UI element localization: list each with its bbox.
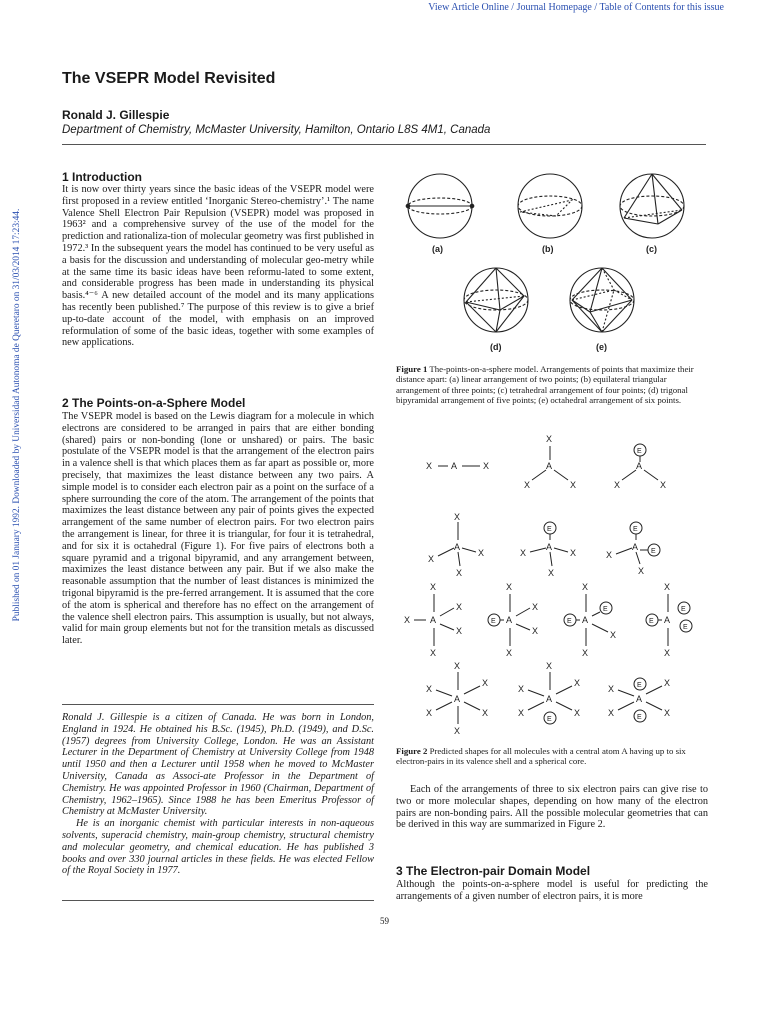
ax6-ligand-top: X bbox=[454, 661, 461, 671]
section-1-text: It is now over thirty years since the basic ideas of the VSEPR model were first proposed in a review entitled ‘Inorganic Stereo-chemistry’.¹ The name Valence Shell Electron Pair Repulsion (VSEPR) model was proposed in 1963² and a comprehensive survey of the use of the model for the prediction and rationaliza-tion of molecular geometry was first published in 1972.³ In the subsequent years the model has continued to be very useful as a basis for the discussion and understanding of molecular geo-metry while at the same time its basic ideas have been reformu-lated to some extent, and considerable progress has been made in understanding its physical basis.⁴⁻⁶ A new detailed account of the model and its many applications has recently been published.⁷ The purpose of this review is to give a brief up-to-date account of the model, with emphasis on an improved reformulation of some of the basic ideas, together with some examples of new applications. bbox=[62, 184, 374, 349]
ax6-ligand-upper-right: X bbox=[482, 678, 489, 688]
ax2e2-lone-pair-right: E bbox=[651, 548, 656, 555]
ax6-ligand-lower-left: X bbox=[426, 708, 433, 718]
section-2-continued-text: Each of the arrangements of three to six electron pairs can give rise to two or more molecular shapes, depending on how many of the electron pairs are non-bonding pairs. All the possible molecular geometries that can be derived in this way are summarized in Figure 2. bbox=[396, 784, 708, 831]
ax5-ligand-left: X bbox=[404, 615, 411, 625]
section-1-body bbox=[62, 184, 374, 349]
ax3e2-lone-pair-left: E bbox=[567, 618, 572, 625]
section-2-heading: 2 The Points-on-a-Sphere Model bbox=[62, 396, 246, 410]
ax5-ligand-upper-right: X bbox=[456, 602, 463, 612]
bio-paragraph-2: He is an inorganic chemist with particular interests in non-aqueous solvents, superacid chemistry, main-group chemistry, structural chemistry and molecular geometry, and chemical education. He has published 3 books and over 330 journal articles in these fields. He was elected Fellow of the Royal Society in 1977. bbox=[62, 818, 374, 877]
ax6-atom: A bbox=[454, 694, 461, 704]
ax3e-lone-pair: E bbox=[547, 526, 552, 533]
ax4-ligand-bottom: X bbox=[456, 568, 463, 578]
ax4e2-ligand-lower-right: X bbox=[664, 708, 671, 718]
ax5e-ligand-lower-left: X bbox=[518, 708, 525, 718]
ax5e-ligand-upper-left: X bbox=[518, 684, 525, 694]
ax3e2-ligand-top: X bbox=[582, 582, 589, 592]
ax2-ligand-left: X bbox=[426, 461, 433, 471]
ax2e3-atom: A bbox=[664, 615, 671, 625]
ax2e3-ligand-bottom: X bbox=[664, 648, 671, 658]
ax5e-ligand-lower-right: X bbox=[574, 708, 581, 718]
bio-paragraph-1: Ronald J. Gillespie is a citizen of Canada. He was born in London, England in 1924. He obtained his B.Sc. (1945), Ph.D. (1949), and D.Sc. (1957) degrees from University College, London. He was an Assistant Lecturer in the Department of Chemistry at University College from 1948 until 1950 and then a Lecturer until 1958 when he moved to McMaster University, Canada as Associ-ate Professor in the Department of Chemistry. He was appointed Professor in 1960 (Chairman, Department of Chemistry, 1962–1965). Since 1988 he has been Emeritus Professor of Chemistry at McMaster University. bbox=[62, 712, 374, 818]
view-article-online-link[interactable]: View Article Online bbox=[428, 2, 509, 13]
section-2-body bbox=[62, 411, 374, 647]
ax4e2-lone-pair-top: E bbox=[637, 682, 642, 689]
download-note bbox=[2, 190, 22, 640]
figure-1-caption-label: Figure 1 bbox=[396, 364, 428, 374]
figure-2-caption-text: Predicted shapes for all molecules with a central atom A having up to six electron-pairs in its valence shell and a spherical core. bbox=[396, 746, 686, 767]
header-links: View Article Online / Journal Homepage / Table of Contents for this issue bbox=[428, 2, 724, 13]
ax2-ligand-right: X bbox=[483, 461, 490, 471]
ax2e-ligand-left: X bbox=[614, 480, 621, 490]
ax3-atom: A bbox=[546, 461, 553, 471]
sphere-a bbox=[406, 174, 474, 238]
figure-1-caption bbox=[396, 364, 708, 406]
ax3-ligand-left: X bbox=[524, 480, 531, 490]
ax2e2-lone-pair-top: E bbox=[633, 526, 638, 533]
sphere-d bbox=[464, 268, 528, 332]
figure-1-diagram bbox=[396, 170, 708, 360]
sphere-c bbox=[620, 174, 684, 238]
section-2-continued bbox=[396, 784, 708, 831]
section-2-text: The VSEPR model is based on the Lewis diagram for a molecule in which electrons are considered to be arranged in pairs that are either bonding (shared) pairs or non-bonding (lone or unshared) or pairs. The basic postulate of the VSEPR model is that the arrangement of the electron pairs in a valence shell is that which places them as far apart as possible or, more precisely, that maximizes the least distance between any two pairs. A simple model is to consider each electron pair as a point on the surface of a sphere surrounding the core of the atom. The arrangement of the points that maximizes the least distance between any pair of points gives the expected arrangement of the same number of electron pairs. For two electron pairs the arrangement is linear, for three it is triangular, for four it is tetrahedral, and for six it is octahedral (Figure 1). For five pairs of electrons both a square pyramid and a trigonal bipyramid, and any arrangement between, maximizes the least distance between any pair. But if we also make the reasonable assumption that the number of least distances is minimized the trigonal bipyramid is the pre-ferred arrangement. It is assumed that the core of the atom is spherical and therefore has no effect on the arrangement of the valence shell electron pairs. This assumption is usually, but not always, valid for main group elements but not for the transition metals as discussed later. bbox=[62, 411, 374, 647]
figure-1-caption-text: The-points-on-a-sphere model. Arrangements of points that maximize their distance apart: (a) linear arrangement of two points; (b) equilateral triangular arrangement of three points; (c) tetrahedral arrangement of four points; (d) trigonal bipyramidal arrangement of five points; (e) octahedral arrangement of six points. bbox=[396, 364, 694, 406]
bio-top-rule bbox=[62, 704, 374, 705]
ax4e2-ligand-upper-right: X bbox=[664, 678, 671, 688]
ax3e-ligand-bottom: X bbox=[548, 568, 555, 578]
ax2e3-ligand-top: X bbox=[664, 582, 671, 592]
section-3-heading: 3 The Electron-pair Domain Model bbox=[396, 864, 591, 878]
download-note-text: Published on 01 January 1992. Downloaded by Universidad Autonoma de Queretaro on 31/03/2014 17:23:44. bbox=[12, 208, 22, 622]
section-1-heading: 1 Introduction bbox=[62, 170, 142, 184]
ax4e2-ligand-lower-left: X bbox=[608, 708, 615, 718]
figure-2-diagram bbox=[396, 428, 708, 738]
journal-homepage-link[interactable]: Journal Homepage bbox=[516, 2, 592, 13]
ax6-ligand-lower-right: X bbox=[482, 708, 489, 718]
ax5-ligand-lower-right: X bbox=[456, 626, 463, 636]
figure-1-label-b: (b) bbox=[542, 244, 554, 254]
author-bio bbox=[62, 712, 374, 877]
author-affiliation: Department of Chemistry, McMaster University, Hamilton, Ontario L8S 4M1, Canada bbox=[62, 124, 491, 136]
ax4e2-lone-pair-bottom: E bbox=[637, 714, 642, 721]
figure-1-label-e: (e) bbox=[596, 342, 607, 352]
ax3e-ligand-right: X bbox=[570, 548, 577, 558]
ax2-atom: A bbox=[451, 461, 458, 471]
ax4e-ligand-top: X bbox=[506, 582, 513, 592]
article-author: Ronald J. Gillespie bbox=[62, 108, 170, 122]
ax4e-ligand-bottom: X bbox=[506, 648, 513, 658]
ax3e2-atom: A bbox=[582, 615, 589, 625]
sphere-e bbox=[570, 268, 634, 332]
ax2e-atom: A bbox=[636, 461, 643, 471]
page-number: 59 bbox=[380, 916, 389, 926]
ax4-atom: A bbox=[454, 542, 461, 552]
ax5-atom: A bbox=[430, 615, 437, 625]
ax3e2-ligand-bottom: X bbox=[582, 648, 589, 658]
article-title: The VSEPR Model Revisited bbox=[62, 70, 276, 87]
ax3e2-lone-pair-right: E bbox=[603, 606, 608, 613]
bio-bottom-rule bbox=[62, 900, 374, 901]
figure-2-caption-label: Figure 2 bbox=[396, 746, 428, 756]
section-3-text: Although the points-on-a-sphere model is useful for predicting the arrangements of a given number of electron pairs, it is more bbox=[396, 879, 708, 902]
table-of-contents-link[interactable]: Table of Contents for this issue bbox=[599, 2, 724, 13]
ax5e-ligand-top: X bbox=[546, 661, 553, 671]
ax4e-ligand-lower-right: X bbox=[532, 626, 539, 636]
sphere-b bbox=[518, 174, 582, 238]
ax4e2-atom: A bbox=[636, 694, 643, 704]
ax4-ligand-top: X bbox=[454, 512, 461, 522]
ax5e-ligand-upper-right: X bbox=[574, 678, 581, 688]
ax3e2-ligand-lower-right: X bbox=[610, 630, 617, 640]
ax5e-lone-pair: E bbox=[547, 716, 552, 723]
ax2e-lone-pair: E bbox=[637, 448, 642, 455]
ax5-ligand-bottom: X bbox=[430, 648, 437, 658]
ax6-ligand-bottom: X bbox=[454, 726, 461, 736]
ax2e-ligand-right: X bbox=[660, 480, 667, 490]
ax2e2-atom: A bbox=[632, 542, 639, 552]
ax2e2-ligand-bottom: X bbox=[638, 566, 645, 576]
ax3-ligand-right: X bbox=[570, 480, 577, 490]
ax4-ligand-left: X bbox=[428, 554, 435, 564]
ax2e3-lone-pair-left: E bbox=[649, 618, 654, 625]
figure-1-label-d: (d) bbox=[490, 342, 502, 352]
ax2e2-ligand-left: X bbox=[606, 550, 613, 560]
ax3e-ligand-left: X bbox=[520, 548, 527, 558]
ax4e-ligand-upper-right: X bbox=[532, 602, 539, 612]
ax4e-atom: A bbox=[506, 615, 513, 625]
title-rule bbox=[62, 144, 706, 145]
ax5-ligand-top: X bbox=[430, 582, 437, 592]
ax4e-lone-pair: E bbox=[491, 618, 496, 625]
figure-1-label-a: (a) bbox=[432, 244, 443, 254]
ax3e-atom: A bbox=[546, 542, 553, 552]
ax3-ligand-top: X bbox=[546, 434, 553, 444]
ax6-ligand-upper-left: X bbox=[426, 684, 433, 694]
figure-2-caption bbox=[396, 746, 708, 767]
ax4-ligand-right: X bbox=[478, 548, 485, 558]
ax2e3-lone-pair-lower: E bbox=[683, 624, 688, 631]
ax5e-atom: A bbox=[546, 694, 553, 704]
ax4e2-ligand-upper-left: X bbox=[608, 684, 615, 694]
figure-1-label-c: (c) bbox=[646, 244, 657, 254]
ax2e3-lone-pair-upper: E bbox=[681, 606, 686, 613]
section-3-body bbox=[396, 879, 708, 903]
